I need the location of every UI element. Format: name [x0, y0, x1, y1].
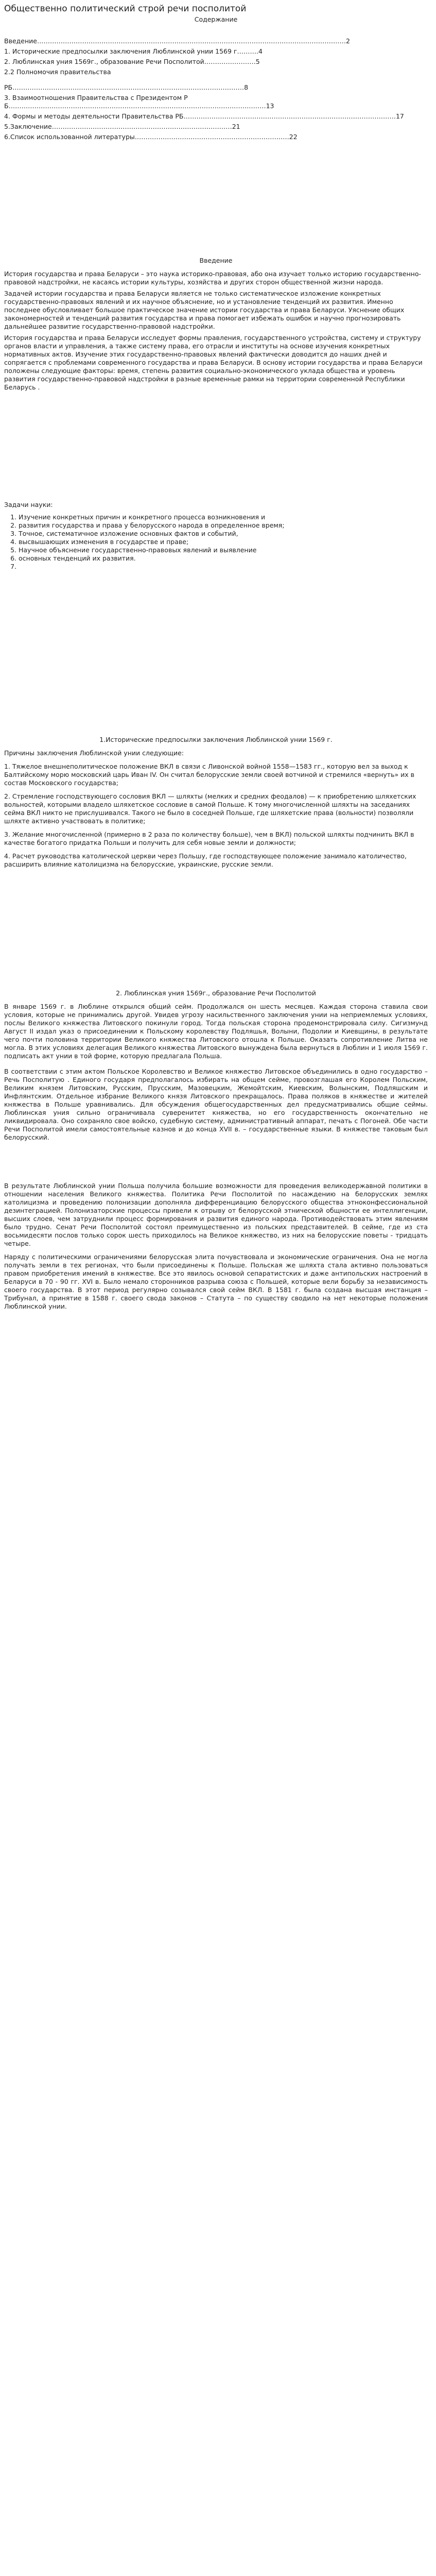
section2-paragraph: В результате Люблинской унии Польша получила большие возможности для проведения великодержавной политики в отношении населения Великого княжества. Политика Речи Посполитой по насаждению на белорусских землях католицизма и проведению полонизации дополняла дифференциацию белорусского общества этноконфессиональной дезинтеграцией. Полонизаторские процессы привели к отрыву от белорусской этнической общности ее интеллигенции, высших слоев, чем затруднили процесс формирования и развития единого народа. Противодействовать этим явлениям было трудно. Сенат Речи Посполитой состоял преимущественно из польских представителей. В сейме, где из ста восьмидесяти послов только сорок шесть приходилось на Великое княжество, из них на белорусские поветы - тридцать четыре.	[4, 1182, 428, 1247]
list-item: 1. Изучение конкретных причин и конкретного процесса возникновения и	[19, 513, 428, 521]
intro-paragraph: История государства и права Беларуси исследует формы правления, государственного устройства, систему и структуру органов власти и управления, а также систему права, его отрасли и институты на основе изучения конкретных нормативных актов. Изучение этих государственно-правовых явлений фактически доводится до наших дней и сопрягается с проблемами современного государства и права Беларуси. В основу истории государства и права Беларуси положены следующие факторы: время, степень развития социально-экономического уклада общества и уровень развития государственно-правовой надстройки в разные временные рамки на территории современной Республики Беларусь .	[4, 334, 423, 391]
blank-space	[4, 1145, 428, 1182]
intro-paragraph: Задачей истории государства и права Беларуси является не только систематическое изложение конкретных государственно-правовых явлений и их научное объяснение, но и установление тенденций их развития. Именно последнее обусловливает большое практическое значение истории государства и права Беларуси. Уяснение общих закономерностей и тенденций развития государства и права помогает избежать ошибок и научно прогнозировать дальнейшее развитие государственно-правовой надстройки.	[4, 290, 405, 330]
list-item: 3. Точное, систематичное изложение основных фактов и событий,	[19, 530, 428, 538]
list-item: 6. основных тенденций их развития.	[19, 554, 428, 563]
section2-paragraph: В соответствии с этим актом Польское Королевство и Великое княжество Литовское объединились в одно государство – Речь Посполитую . Единого государя предполагалось избирать на общем сейме, провозглашая его Королем Польским, Великим князем Литовским, Русским, Прусским, Мазовецким, Жемойтским, Киевским, Волынским, Подляшским и Инфлянтским. Отдельное избрание Великого князя Литовского прекращалось. Права поляков в княжестве и жителей княжества в Польше уравнивались. Для обсуждения общегосударственных дел предусматривались общие сеймы. Люблинская уния сильно ограничивала суверенитет княжества, но его государственность окончательно не ликвидировала. Оно сохраняло свое войско, судебную систему, административный аппарат, печать с Погоней. Обе части Речи Посполитой имели самостоятельные казнов и до конца XVII в. – государственные языки. В княжестве таковым был белорусский.	[4, 1067, 428, 1141]
toc-item: Введение………………………………………………………………………………………………………………………………2	[4, 37, 350, 45]
contents-heading: Содержание	[194, 15, 238, 23]
toc-item: 3. Взаимоотношения Правительства с Президентом РБ…………………………………………………………………………………………………………13	[4, 94, 274, 110]
section1-paragraph: 4. Расчет руководства католической церкви через Польшу, где господствующее положение занимало католичество, расширить влияние католицизма на белорусские, украинские, русские земли.	[4, 852, 407, 868]
list-item	[19, 563, 428, 571]
intro-paragraph: История государства и права Беларуси – это наука историко-правовая, або она изучает только историю государственно-правовой надстройки, не касаясь истории культуры, хозяйства и других сторон общественной жизни народа.	[4, 270, 422, 286]
page-title: Общественно политический строй речи посполитой	[4, 4, 247, 14]
toc-item: 1. Исторические предпосылки заключения Люблинской унии 1569 г……….4	[4, 47, 263, 55]
section2-paragraph: Наряду с политическими ограничениями белорусская элита почувствовала и экономические ограничения. Она не могла получать земли в тех регионах, что были присоединены к Польше. Польская же шляхта стала активно пользоваться правом приобретения имений в княжестве. Все это явилось основой сепаратистских и даже антипольских настроений в Беларуси в 70 - 90 гг. XVI в. Было немало сторонников разрыва союза с Польшей, которые вели борьбу за независимость своего государства. В этот период регулярно созывался свой сейм ВКЛ. В 1581 г. была создана высшая инстанция – Трибунал, а принятие в 1588 г. своего свода законов – Статута – по существу сводило на нет некоторые положения Люблинской унии.	[4, 1253, 428, 1310]
section2-heading: 2. Люблинская уния 1569г., образование Речи Посполитой	[116, 989, 316, 997]
section1-heading: 1.Исторические предпосылки заключения Люблинской унии 1569 г.	[99, 736, 333, 743]
tasks-heading: Задачи науки:	[4, 501, 53, 509]
toc-item: 4. Формы и методы деятельности Правительства РБ………………………………………………………………………………………17	[4, 112, 404, 120]
toc-item: 6.Список использованной литературы………………………………………………………………22	[4, 133, 298, 141]
blank-space	[4, 395, 428, 501]
toc-item: 2.2 Полномочия правительства	[4, 68, 111, 76]
intro-heading: Введение	[199, 257, 233, 264]
blank-space	[4, 143, 428, 257]
blank-space	[4, 872, 428, 989]
list-item: 5. Научное объяснение государственно-правовых явлений и выявление	[19, 546, 428, 554]
section2-paragraph: В январе 1569 г. в Люблине открылся общий сейм. Продолжался он шесть месяцев. Каждая сторона ставила свои условия, которые не принимались другой. Увидев угрозу насильственного заключения унии на неприемлемых условиях, послы Великого княжества Литовского покинули город. Тогда польская сторона продемонстрировала силу. Сигизмунд Август II издал указ о присоединении к Польскому королевству Подляшья, Волыни, Подолии и Киевщины, в результате чего почти половина территории Великого княжества Литовского отошла к Польше. Оказать сопротивление Литва не могла. В этих условиях делегация Великого княжества Литовского вынуждена была вернуться в Люблин и 1 июля 1569 г. подписать акт унии в той форме, которую предлагала Польша.	[4, 1003, 428, 1060]
tasks-list	[4, 513, 428, 571]
section1-paragraph: 3. Желание многочисленной (примерно в 2 раза по количеству больше), чем в ВКЛ) польской шляхты подчинить ВКЛ в качестве богатого придатка Польши и получить для себя новые земли и должности;	[4, 831, 414, 846]
table-of-contents	[4, 37, 428, 141]
toc-item: 5.Заключение…………………………………………………………………………21	[4, 123, 240, 130]
toc-item: 2. Люблинская уния 1569г., образование Речи Посполитой……………………5	[4, 58, 260, 65]
section1-paragraph: 2. Стремление господствующего сословия ВКЛ — шляхты (мелких и средних феодалов) — к приобретению шляхетских вольностей, которыми владело шляхетское сословие в самой Польше. К тому многочисленной шляхты на заседаниях сейма ВКЛ никто не прислушивался. Такого не было в соседней Польше, где шляхетские права (вольности) позволяли шляхте активно участвовать в политике;	[4, 792, 416, 825]
section1-subheading: Причины заключения Люблинской унии следующие:	[4, 749, 184, 757]
list-item: 2. развития государства и права у белорусского народа в определенное время;	[19, 521, 428, 530]
blank-space	[4, 571, 428, 736]
toc-item: РБ………………………………………………………………………………………………8	[4, 83, 249, 91]
section1-paragraph: 1. Тяжелое внешнеполитическое положение ВКЛ в связи с Ливонской войной 1558—1583 гг., которую вел за выход к Балтийскому морю московский царь Иван IV. Он считал белорусские земли своей вотчиной и стремился «вернуть» их в состав Московского государства;	[4, 762, 414, 787]
list-item: 4. высвышающих изменения в государстве и праве;	[19, 538, 428, 546]
